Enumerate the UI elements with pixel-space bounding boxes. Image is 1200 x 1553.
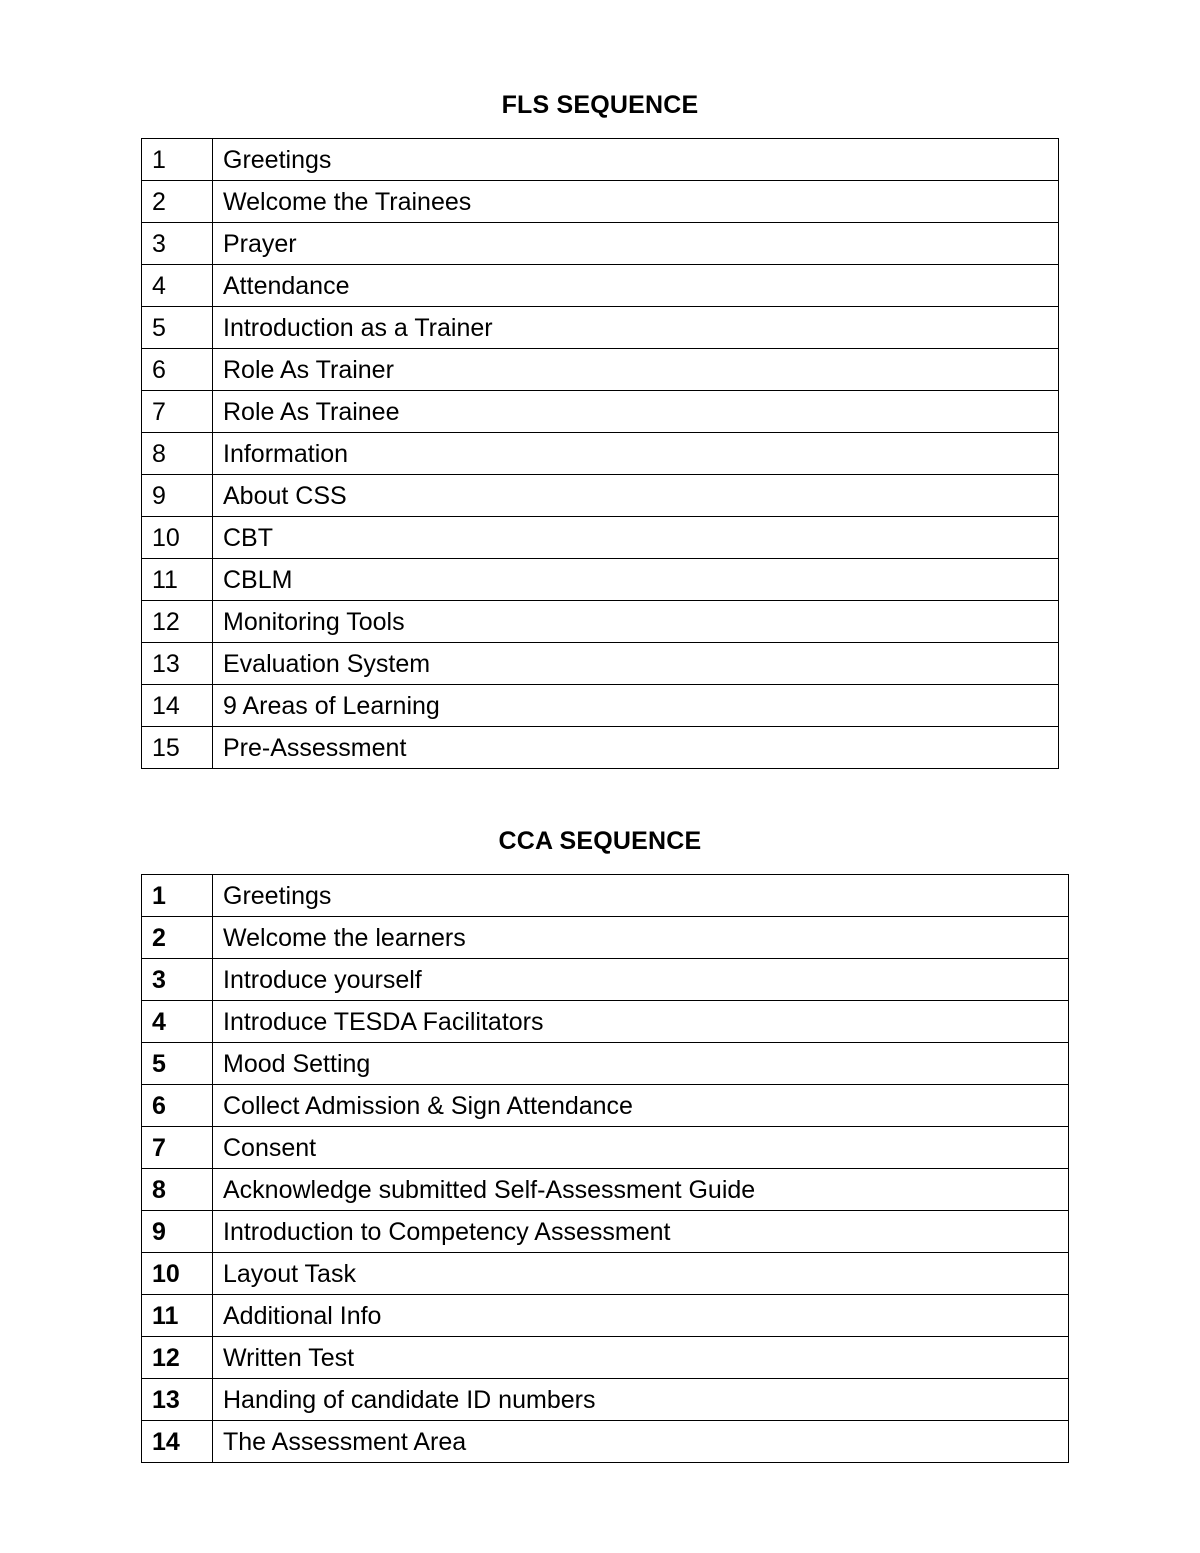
table-row	[142, 391, 1059, 433]
row-step: Layout Task	[213, 1253, 1069, 1295]
table-row	[142, 265, 1059, 307]
table-row	[142, 223, 1059, 265]
table-row	[142, 433, 1059, 475]
row-number: 1	[142, 875, 213, 917]
table-row	[142, 601, 1059, 643]
table-row	[142, 1337, 1069, 1379]
table-row	[142, 307, 1059, 349]
row-step: Pre-Assessment	[213, 727, 1059, 769]
cca-sequence-table	[141, 874, 1069, 1463]
row-number: 2	[142, 917, 213, 959]
table-row	[142, 475, 1059, 517]
table-row	[142, 349, 1059, 391]
table-row	[142, 1169, 1069, 1211]
fls-sequence-title: FLS SEQUENCE	[501, 91, 699, 119]
row-number: 15	[142, 727, 213, 769]
row-number: 7	[142, 391, 213, 433]
row-number: 5	[142, 1043, 213, 1085]
row-step: Welcome the Trainees	[213, 181, 1059, 223]
row-number: 14	[142, 1421, 213, 1463]
table-row	[142, 181, 1059, 223]
table-row	[142, 1001, 1069, 1043]
table-row	[142, 559, 1059, 601]
row-step: Mood Setting	[213, 1043, 1069, 1085]
row-step: Information	[213, 433, 1059, 475]
row-number: 12	[142, 601, 213, 643]
row-number: 3	[142, 223, 213, 265]
row-step: Handing of candidate ID numbers	[213, 1379, 1069, 1421]
row-step: CBT	[213, 517, 1059, 559]
table-row	[142, 643, 1059, 685]
row-step: Role As Trainer	[213, 349, 1059, 391]
row-number: 12	[142, 1337, 213, 1379]
row-number: 9	[142, 1211, 213, 1253]
row-number: 1	[142, 139, 213, 181]
table-row	[142, 1379, 1069, 1421]
table-row	[142, 875, 1069, 917]
fls-sequence-table	[141, 138, 1059, 769]
row-step: Welcome the learners	[213, 917, 1069, 959]
row-step: The Assessment Area	[213, 1421, 1069, 1463]
row-number: 7	[142, 1127, 213, 1169]
table-row	[142, 1421, 1069, 1463]
row-number: 3	[142, 959, 213, 1001]
table-row	[142, 917, 1069, 959]
row-number: 10	[142, 1253, 213, 1295]
table-row	[142, 1085, 1069, 1127]
row-step: Role As Trainee	[213, 391, 1059, 433]
row-step: Written Test	[213, 1337, 1069, 1379]
row-step: Introduce TESDA Facilitators	[213, 1001, 1069, 1043]
row-number: 11	[142, 559, 213, 601]
row-number: 10	[142, 517, 213, 559]
cca-sequence-title: CCA SEQUENCE	[498, 827, 702, 855]
table-row	[142, 517, 1059, 559]
row-number: 6	[142, 1085, 213, 1127]
row-number: 13	[142, 643, 213, 685]
row-step: Additional Info	[213, 1295, 1069, 1337]
row-number: 8	[142, 433, 213, 475]
row-step: Consent	[213, 1127, 1069, 1169]
row-step: Collect Admission & Sign Attendance	[213, 1085, 1069, 1127]
row-number: 8	[142, 1169, 213, 1211]
row-step: About CSS	[213, 475, 1059, 517]
row-step: Attendance	[213, 265, 1059, 307]
row-step: Evaluation System	[213, 643, 1059, 685]
row-step: 9 Areas of Learning	[213, 685, 1059, 727]
row-number: 2	[142, 181, 213, 223]
table-row	[142, 685, 1059, 727]
row-step: Monitoring Tools	[213, 601, 1059, 643]
row-step: CBLM	[213, 559, 1059, 601]
table-row	[142, 139, 1059, 181]
row-step: Introduction to Competency Assessment	[213, 1211, 1069, 1253]
row-step: Introduction as a Trainer	[213, 307, 1059, 349]
row-number: 5	[142, 307, 213, 349]
table-row	[142, 1211, 1069, 1253]
table-row	[142, 727, 1059, 769]
row-number: 11	[142, 1295, 213, 1337]
table-row	[142, 959, 1069, 1001]
table-row	[142, 1253, 1069, 1295]
row-step: Acknowledge submitted Self-Assessment Guide	[213, 1169, 1069, 1211]
cca-sequence-rows	[142, 875, 1069, 1463]
row-step: Introduce yourself	[213, 959, 1069, 1001]
table-row	[142, 1043, 1069, 1085]
row-step: Greetings	[213, 139, 1059, 181]
row-number: 6	[142, 349, 213, 391]
table-row	[142, 1295, 1069, 1337]
table-row	[142, 1127, 1069, 1169]
row-step: Greetings	[213, 875, 1069, 917]
row-number: 13	[142, 1379, 213, 1421]
row-number: 4	[142, 1001, 213, 1043]
row-number: 4	[142, 265, 213, 307]
row-number: 9	[142, 475, 213, 517]
row-step: Prayer	[213, 223, 1059, 265]
row-number: 14	[142, 685, 213, 727]
fls-sequence-rows	[142, 139, 1059, 769]
